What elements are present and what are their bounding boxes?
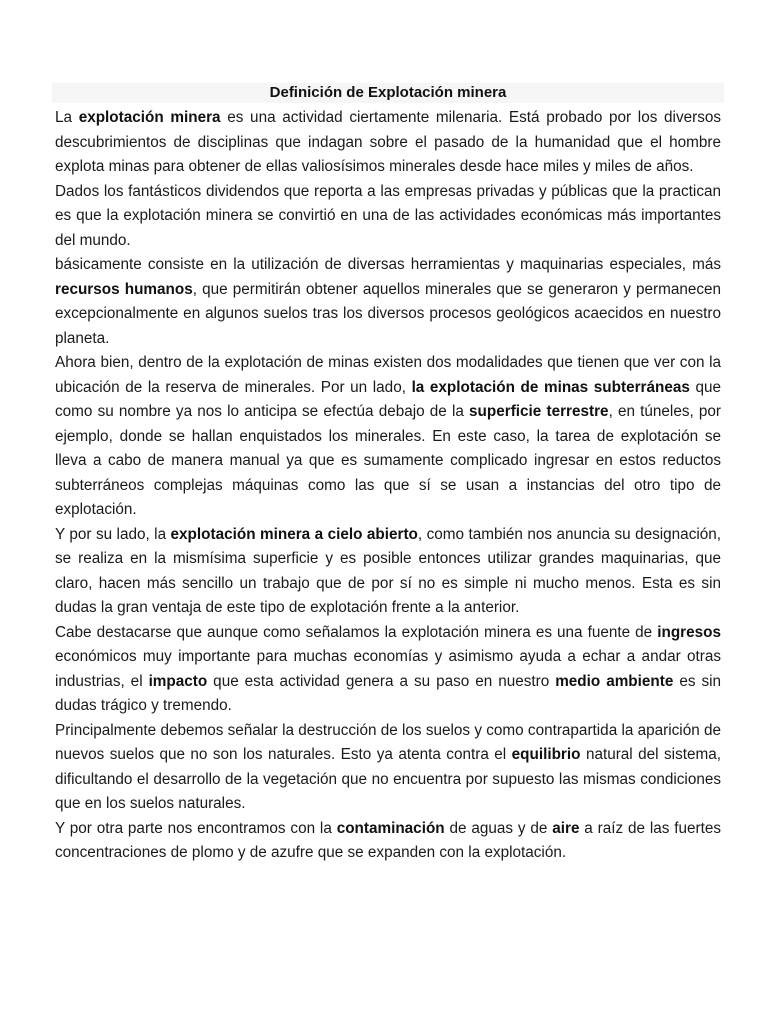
text-run: de aguas y de xyxy=(444,819,553,837)
bold-term: explotación minera a cielo abierto xyxy=(170,525,418,543)
text-run: natural del sistema, dificultando el desarrollo de la vegetación que no encuentra por supuesto las mismas condiciones que en los suelos naturales. xyxy=(55,746,721,812)
text-run: a raíz de las fuertes concentraciones de plomo y de azufre que se expanden con la explotación. xyxy=(55,819,722,861)
text-run: La xyxy=(55,109,79,126)
text-run: Ahora bien, dentro de la explotación de minas existen dos modalidades que tienen que ver con la ubicación de la reserva de minerales. Por un lado, xyxy=(55,354,721,396)
text-run: Dados los fantásticos dividendos que reporta a las empresas privadas y públicas que la practican es que la explotación minera se convirtió en una de las actividades económicas más importantes del mundo. xyxy=(55,182,721,249)
bold-term: superficie terrestre xyxy=(469,403,609,420)
bold-term: contaminación xyxy=(336,819,445,837)
text-run: Cabe destacarse que aunque como señalamos la explotación minera es una fuente de xyxy=(55,623,658,641)
bold-term: la explotación de minas subterráneas xyxy=(411,378,690,396)
bold-term: medio ambiente xyxy=(555,672,674,690)
text-run: Principalmente debemos señalar la destrucción de los suelos y como contrapartida la aparición de nuevos suelos que no son los naturales. Esto ya atenta contra el xyxy=(55,721,721,763)
text-run: económicos muy importante para muchas economías y asimismo ayuda a echar a andar otras industrias, el xyxy=(55,648,721,690)
text-run: Y por otra parte nos encontramos con la xyxy=(55,819,337,837)
text-run: que como su nombre ya nos lo anticipa se efectúa debajo de la xyxy=(55,378,721,420)
paragraph xyxy=(55,351,721,523)
paragraph xyxy=(55,106,721,180)
text-run: básicamente consiste en la utilización de diversas herramientas y maquinarias especiales, más xyxy=(55,256,721,273)
document-title: Definición de Explotación minera xyxy=(52,83,724,103)
text-run: es una actividad ciertamente milenaria. Está probado por los diversos descubrimientos de disciplinas que indagan sobre el pasado de la humanidad que el hombre explota minas para obtener de ellas valiosísimos minerales desde hace miles y miles de años. xyxy=(55,109,721,175)
text-run: , como también nos anuncia su designación, se realiza en la mismísima superficie y es posible entonces utilizar grandes maquinarias, que claro, hacen más sencillo un trabajo que de por sí no es simple ni mucho menos. Esta es sin dudas la gran ventaja de este tipo de explotación frente a la anterior. xyxy=(55,525,722,616)
bold-term: ingresos xyxy=(657,623,721,641)
bold-term: equilibrio xyxy=(511,746,581,763)
text-run: , en túneles, por ejemplo, donde se hallan enquistados los minerales. En este caso, la tarea de explotación se lleva a cabo de manera manual ya que es sumamente complicado ingresar en estos reductos subterráneos complejas máquinas como las que sí se usan a instancias del otro tipo de explotación. xyxy=(55,403,722,518)
paragraph xyxy=(55,523,721,621)
paragraph xyxy=(55,719,721,817)
bold-term: aire xyxy=(552,819,580,837)
paragraph xyxy=(55,621,721,719)
bold-term: impacto xyxy=(148,672,208,690)
text-run: es sin dudas trágico y tremendo. xyxy=(55,672,722,714)
text-run: que esta actividad genera a su paso en nuestro xyxy=(207,672,556,690)
text-run: Y por su lado, la xyxy=(55,525,171,543)
bold-term: recursos humanos xyxy=(55,280,193,298)
paragraph xyxy=(55,180,721,254)
document-body xyxy=(55,106,721,866)
paragraph xyxy=(55,253,721,351)
paragraph xyxy=(55,817,721,866)
text-run: , que permitirán obtener aquellos minerales que se generaron y permanecen excepcionalmente en algunos suelos tras los diversos procesos geológicos acaecidos en nuestro planeta. xyxy=(55,280,721,347)
bold-term: explotación minera xyxy=(78,109,221,126)
